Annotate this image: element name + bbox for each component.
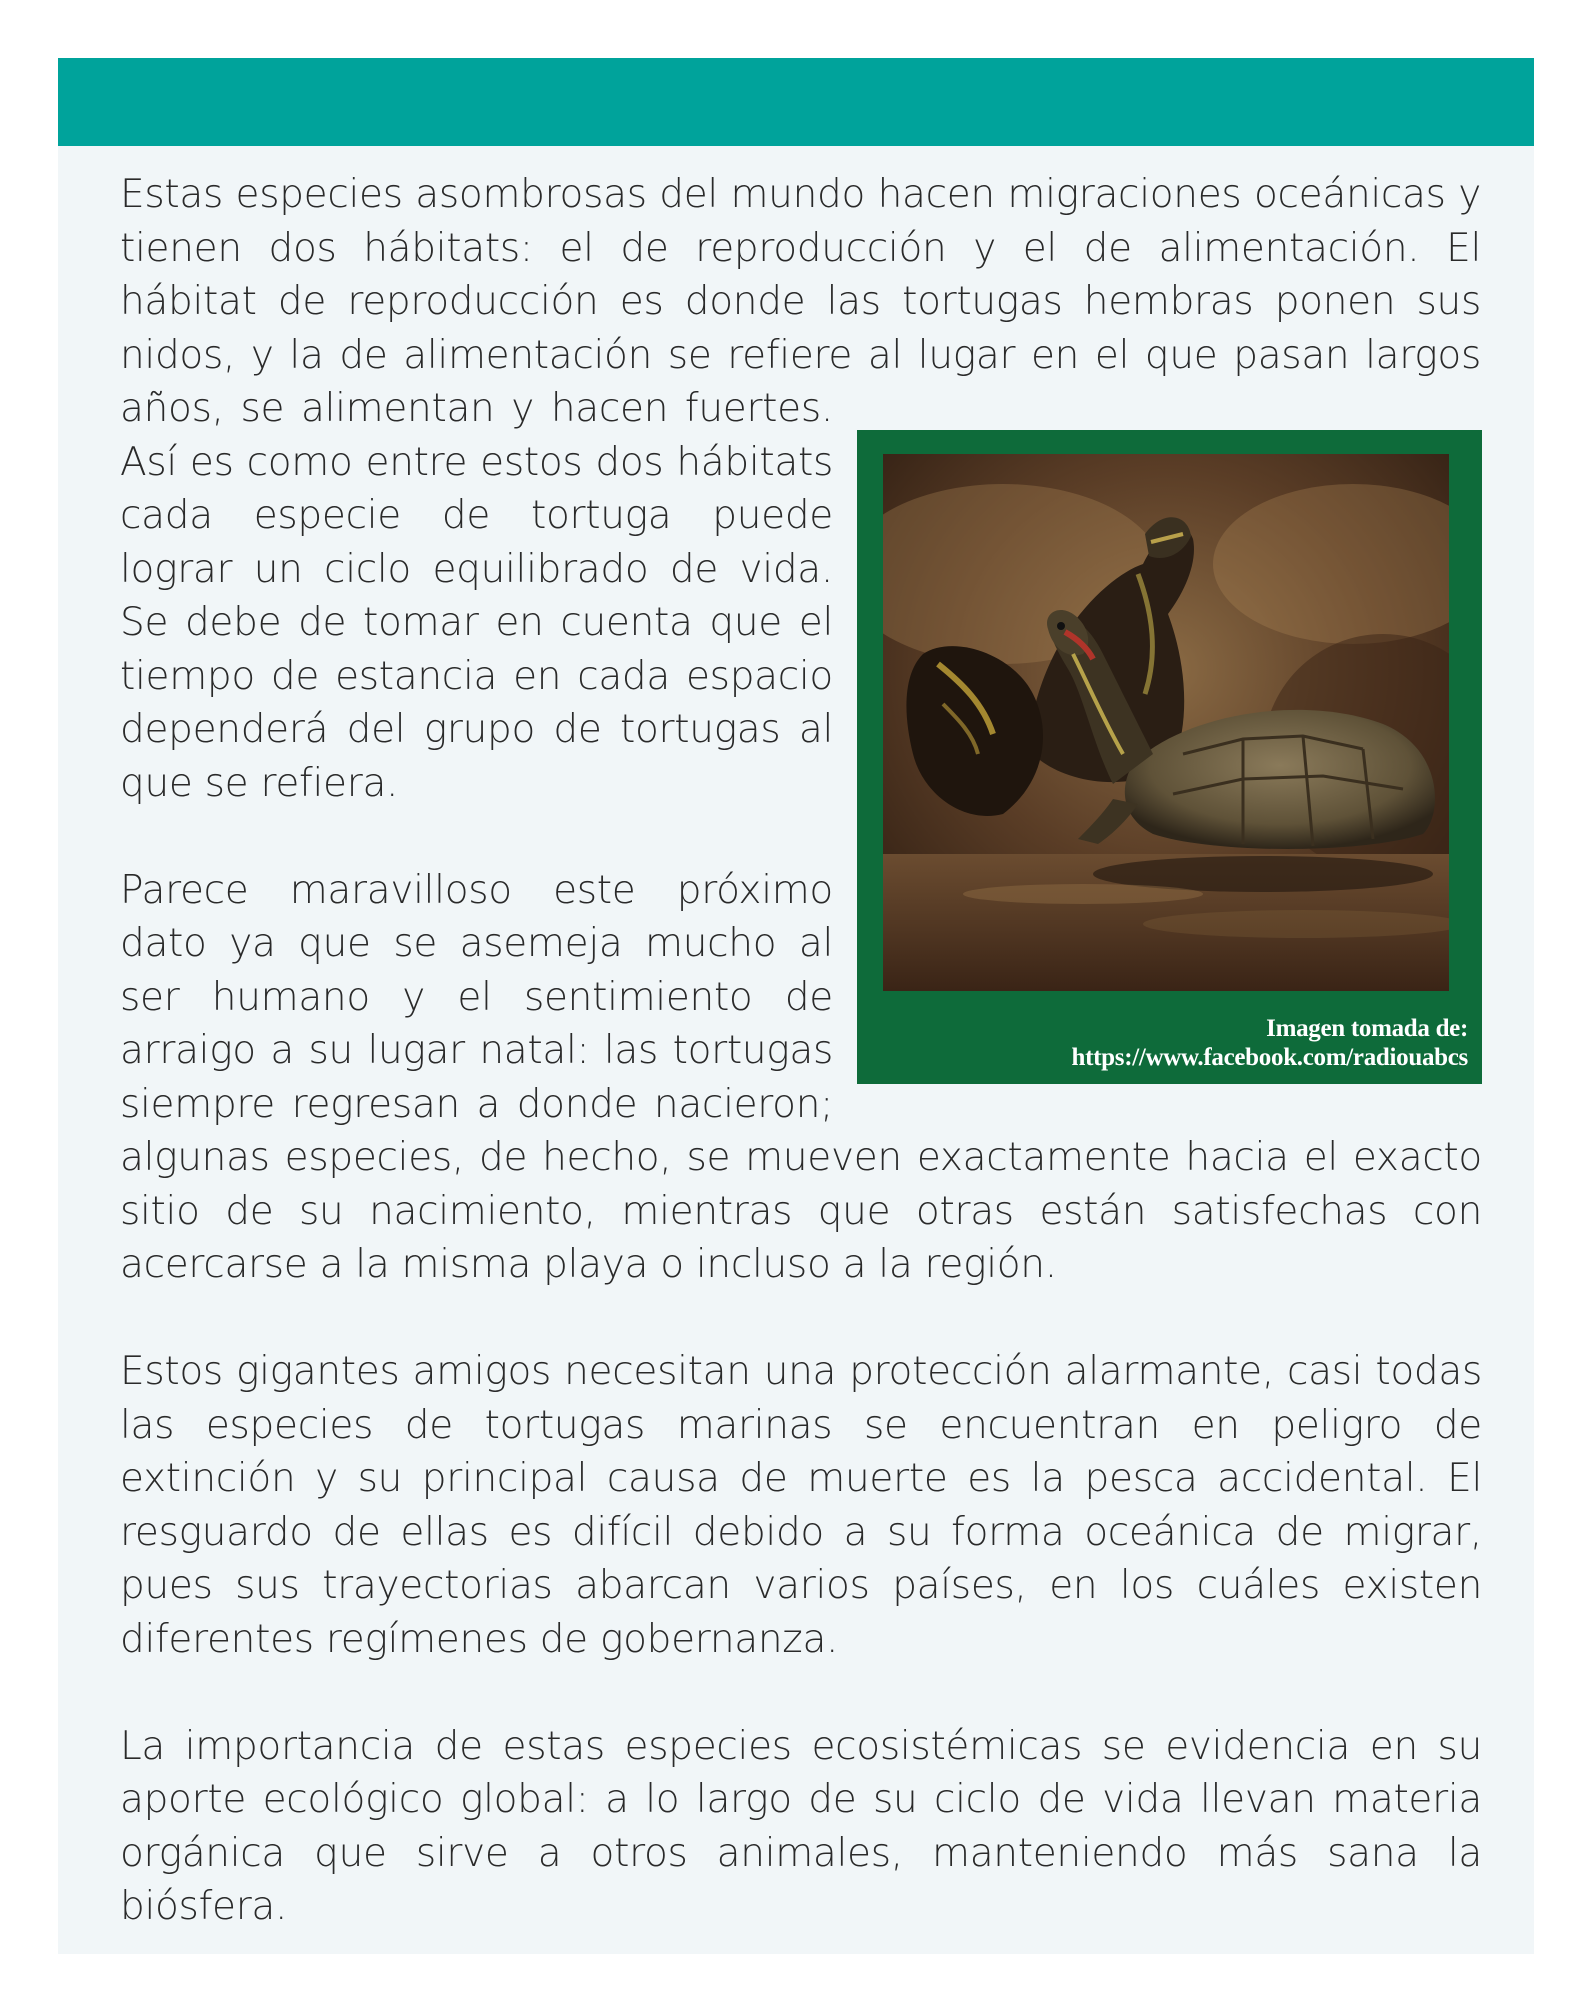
paragraph-4-text: La importancia de estas especies ecosistémicas se evidencia en su aporte ecológico global: a lo largo de su ciclo de vida llevan materia orgánica que sirve a otros animales, manteniendo más sana la biósfera. — [120, 1723, 1482, 1929]
article-panel — [58, 58, 1534, 1954]
paragraph-3 — [120, 1345, 1482, 1666]
figure-frame — [857, 430, 1482, 1084]
header-bar — [58, 58, 1534, 146]
caption-line-1: Imagen tomada de: — [1266, 1015, 1468, 1042]
caption-line-2: https://www.facebook.com/radiouabcs — [1071, 1044, 1468, 1071]
paragraph-2-text: Parece maravilloso este próximo dato ya que se asemeja mucho al ser humano y el sentimiento de arraigo a su lugar natal: las tortugas siempre regresan a donde nacieron; algunas especies, de hecho, se mueven exactamente hacia el exacto sitio de su nacimiento, mientras que otras están satisfechas con acercarse a la misma playa o incluso a la región. — [120, 867, 1482, 1287]
article-body — [120, 168, 1482, 1934]
paragraph-1-text: Estas especies asombrosas del mundo hacen migraciones oceánicas y tienen dos hábitats: el de reproducción y el de alimentación. El hábitat de reproducción es donde las tortugas hembras ponen sus nidos, y la de alimentación se refiere al lugar en el que pasan largos años, se alimentan y hacen fuertes. Así es como entre estos dos hábitats cada especie de tortuga puede lograr un ciclo equilibrado de vida. Se debe de tomar en cuenta que el tiempo de estancia en cada espacio dependerá del grupo de tortugas al que se refiera. — [120, 172, 1481, 806]
float-spacer — [1481, 168, 1482, 396]
turtles-illustration — [883, 454, 1449, 991]
paragraph-gap — [120, 1666, 1482, 1720]
turtles-photo — [883, 454, 1449, 991]
wrap-section — [120, 168, 1482, 1292]
paragraph-gap — [120, 1292, 1482, 1346]
paragraph-4 — [120, 1720, 1482, 1934]
paragraph-3-text: Estos gigantes amigos necesitan una protección alarmante, casi todas las especies de tortugas marinas se encuentran en peligro de extinción y su principal causa de muerte es la pesca accidental. El resguardo de ellas es difícil debido a su forma oceánica de migrar, pues sus trayectorias abarcan varios países, en los cuáles existen diferentes regímenes de gobernanza. — [120, 1349, 1482, 1662]
figure-caption — [1072, 1014, 1468, 1072]
